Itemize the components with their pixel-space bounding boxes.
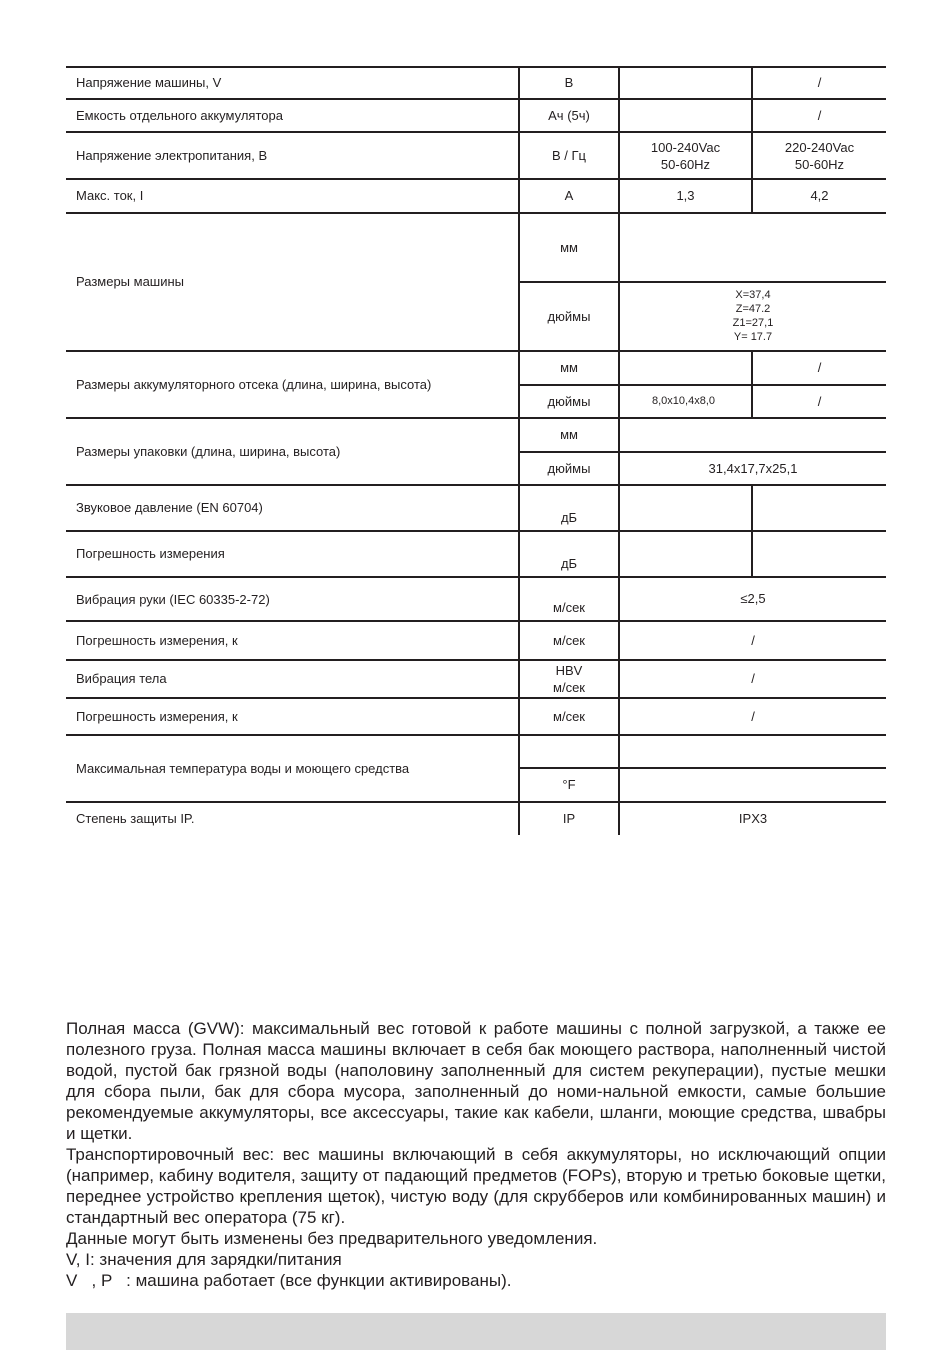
note-vi: V, I: значения для зарядки/питания	[66, 1250, 342, 1269]
row-label-supply: Напряжение электропитания, В	[76, 148, 268, 163]
row-label-body-error: Погрешность измерения, к	[76, 708, 238, 724]
unit-max-temperature-f: °F	[562, 777, 576, 792]
row-label-sound-error: Погрешность измерения	[76, 546, 225, 561]
value-current-a: 1,3	[676, 188, 695, 203]
value-voltage-b: /	[817, 75, 822, 90]
value-dimensions-in	[620, 282, 886, 350]
unit-voltage: В	[564, 75, 574, 90]
unit-dimensions-in: дюймы	[547, 308, 591, 324]
value-battery-in-b: /	[817, 393, 822, 409]
row-label-body-vibration: Вибрация тела	[76, 671, 167, 686]
value-packing-in: 31,4x17,7x25,1	[708, 460, 798, 476]
unit-body-vibration-hbv: HBV	[555, 662, 583, 678]
unit-hand-vibration: м/сек	[553, 600, 585, 615]
note-vp: V , P : машина работает (все функции активированы).	[66, 1271, 512, 1290]
value-body-error: /	[751, 708, 755, 724]
value-body-vibration: /	[751, 671, 755, 686]
unit-packing-mm: мм	[560, 427, 578, 442]
row-label-current: Макс. ток, I	[76, 188, 144, 203]
dimension-y: Y= 17.7	[733, 331, 773, 343]
value-battery-mm-b: /	[817, 360, 822, 375]
unit-hand-error: м/сек	[553, 632, 585, 648]
footer-bar	[66, 1313, 886, 1350]
row-label-packing: Размеры упаковки (длина, ширина, высота)	[76, 443, 341, 459]
unit-capacity: Ач (5ч)	[548, 108, 590, 123]
row-label-sound: Звуковое давление (EN 60704)	[76, 500, 263, 515]
unit-dimensions-mm: мм	[560, 239, 578, 255]
value-current-b: 4,2	[810, 188, 829, 203]
unit-body-vibration-ms: м/сек	[553, 679, 585, 695]
unit-body-error: м/сек	[553, 708, 585, 724]
dimension-x: X=37,4	[735, 289, 771, 301]
value-supply-a-voltage: 100-240Vac	[650, 139, 721, 155]
value-ip: IPX3	[738, 811, 768, 826]
row-label-max-temperature: Максимальная температура воды и моющего средства	[76, 760, 410, 776]
row-label-voltage: Напряжение машины, V	[76, 75, 222, 90]
value-battery-in-a: 8,0x10,4x8,0	[652, 394, 715, 407]
unit-sound: дБ	[560, 510, 578, 525]
row-label-ip: Степень защиты IP.	[76, 811, 195, 826]
value-supply-a-frequency: 50-60Hz	[660, 156, 711, 172]
row-label-capacity: Емкость отдельного аккумулятора	[76, 108, 283, 123]
row-label-hand-vibration: Вибрация руки (IEC 60335-2-72)	[76, 592, 270, 607]
value-supply-b	[753, 132, 886, 179]
unit-sound-error: дБ	[560, 556, 578, 571]
row-label-hand-error: Погрешность измерения, к	[76, 632, 238, 648]
dimension-z: Z=47.2	[735, 303, 771, 315]
value-hand-error: /	[751, 632, 755, 648]
unit-body-vibration	[520, 660, 618, 697]
unit-current: A	[564, 188, 574, 203]
unit-battery-mm: мм	[560, 360, 578, 375]
table-rule	[751, 484, 753, 576]
notes-section	[66, 1018, 886, 1291]
value-hand-vibration: ≤2,5	[740, 591, 766, 606]
value-capacity-b: /	[817, 108, 822, 123]
value-supply-a	[620, 132, 751, 179]
note-gvw: Полная масса (GVW): максимальный вес готовой к работе машины с полной загрузкой, а также ее полезного груза. Полная масса машины включает в себя бак моющего раствора, наполненный чистой водой, пустой бак грязной воды (наполовину заполненный для систем рекуперации), пустые мешки для сбора пыли, бак для сбора мусора, заполненный до номи-нальной емкости, самые большие рекомендуемые аккумуляторы, все аксессуары, такие как кабели, шланги, моющие средства, швабры и щетки.	[66, 1019, 886, 1143]
row-label-dimensions: Размеры машины	[76, 274, 185, 289]
unit-battery-in: дюймы	[547, 393, 591, 409]
value-supply-b-frequency: 50-60Hz	[794, 156, 845, 172]
note-data-change: Данные могут быть изменены без предварительного уведомления.	[66, 1229, 598, 1248]
row-label-battery: Размеры аккумуляторного отсека (длина, ширина, высота)	[76, 376, 432, 392]
note-transport-weight: Транспортировочный вес: вес машины включающий в себя аккумуляторы, но исключающий опции (например, кабину водителя, защиту от падающий предметов (FOPs), вторую и третью боковые щетки, переднее устройство крепления щеток), чистую воду (для скрубберов или комбинированных машин) и стандартный вес оператора (75 кг).	[66, 1145, 886, 1227]
unit-ip: IP	[562, 811, 576, 826]
dimension-z1: Z1=27,1	[732, 317, 774, 329]
value-supply-b-voltage: 220-240Vac	[784, 139, 855, 155]
unit-packing-in: дюймы	[547, 460, 591, 476]
unit-supply: В / Гц	[552, 148, 586, 163]
